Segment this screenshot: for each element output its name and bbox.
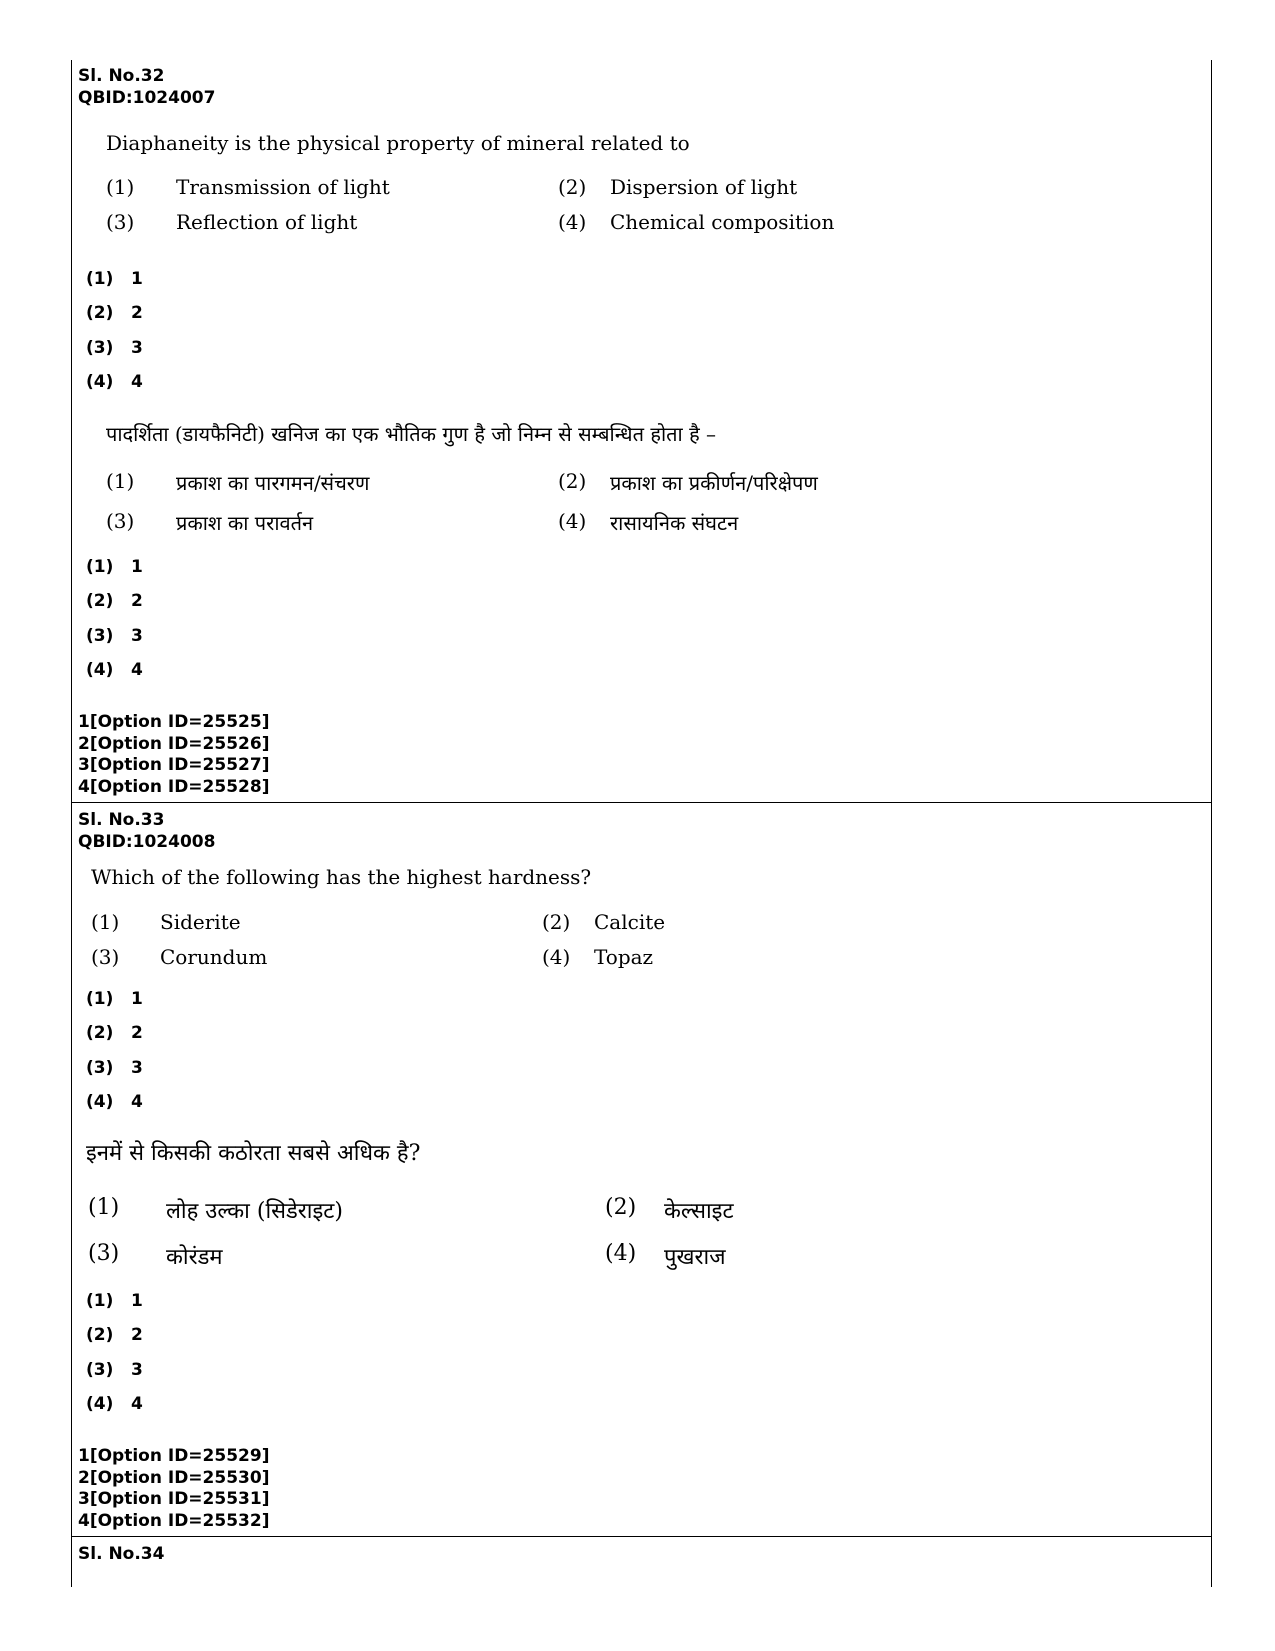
- option-number: (2): [558, 175, 587, 199]
- option-id: 3[Option ID=25527]: [78, 755, 270, 775]
- option-text: रासायनिक संघटन: [610, 511, 739, 535]
- serial-number: Sl. No.34: [78, 1544, 165, 1564]
- option-text: कोरंडम: [166, 1245, 223, 1270]
- serial-number: Sl. No.32: [78, 66, 165, 86]
- option-number: (4): [542, 945, 571, 969]
- page-frame: [71, 60, 1212, 1587]
- option-text: Dispersion of light: [610, 175, 798, 199]
- answer-choice: (3) 3: [86, 1058, 143, 1078]
- question-divider: [71, 802, 1212, 803]
- answer-choice: (2) 2: [86, 1325, 143, 1345]
- option-text: प्रकाश का पारगमन/संचरण: [176, 471, 370, 495]
- option-text: Transmission of light: [176, 175, 390, 199]
- option-text: केल्साइट: [664, 1199, 734, 1224]
- answer-choice: (1) 1: [86, 989, 143, 1009]
- answer-choice: (1) 1: [86, 1291, 143, 1311]
- option-number: (4): [558, 210, 587, 234]
- answer-choice: (1) 1: [86, 269, 143, 289]
- serial-number: Sl. No.33: [78, 810, 165, 830]
- option-id: 4[Option ID=25528]: [78, 776, 270, 797]
- option-number: (2): [542, 910, 571, 934]
- option-text: Siderite: [160, 910, 241, 934]
- question-text-en: Which of the following has the highest hardness?: [91, 865, 592, 889]
- answer-choice: (2) 2: [86, 303, 143, 323]
- question-text-hi: पादर्शिता (डायफैनिटी) खनिज का एक भौतिक गुण है जो निम्न से सम्बन्धित होता है –: [106, 422, 717, 446]
- answer-choice: (3) 3: [86, 626, 143, 646]
- option-number: (3): [106, 210, 135, 234]
- option-text: प्रकाश का परावर्तन: [176, 511, 314, 535]
- option-number: (4): [605, 1241, 637, 1266]
- option-id: 4[Option ID=25532]: [78, 1510, 270, 1531]
- option-number: (3): [88, 1241, 120, 1266]
- option-text: Corundum: [160, 945, 268, 969]
- answer-choice: (2) 2: [86, 1023, 143, 1043]
- answer-choice: (4) 4: [86, 660, 143, 680]
- option-id: 3[Option ID=25531]: [78, 1489, 270, 1509]
- option-number: (1): [106, 469, 135, 493]
- option-id: 1[Option ID=25529]: [78, 1446, 270, 1466]
- option-text: लोह उल्का (सिडेराइट): [166, 1199, 343, 1224]
- option-text: Chemical composition: [610, 210, 835, 234]
- option-id: 2[Option ID=25526]: [78, 733, 270, 754]
- qbid: QBID:1024008: [78, 832, 216, 852]
- question-divider: [71, 1536, 1212, 1537]
- option-text: पुखराज: [664, 1245, 726, 1270]
- option-number: (1): [106, 175, 135, 199]
- option-id: 1[Option ID=25525]: [78, 712, 270, 732]
- option-text: Reflection of light: [176, 210, 358, 234]
- option-number: (2): [605, 1195, 637, 1220]
- option-number: (3): [91, 945, 120, 969]
- option-number: (2): [558, 469, 587, 493]
- option-number: (1): [88, 1195, 120, 1220]
- option-text: Topaz: [594, 945, 654, 969]
- question-text-hi: इनमें से किसकी कठोरता सबसे अधिक है?: [86, 1141, 421, 1166]
- option-id: 2[Option ID=25530]: [78, 1467, 270, 1488]
- option-number: (4): [558, 509, 587, 533]
- qbid: QBID:1024007: [78, 88, 216, 108]
- answer-choice: (3) 3: [86, 338, 143, 358]
- answer-choice: (4) 4: [86, 372, 143, 392]
- answer-choice: (2) 2: [86, 591, 143, 611]
- answer-choice: (1) 1: [86, 557, 143, 577]
- answer-choice: (3) 3: [86, 1360, 143, 1380]
- question-text-en: Diaphaneity is the physical property of mineral related to: [106, 131, 690, 155]
- option-text: Calcite: [594, 910, 666, 934]
- option-text: प्रकाश का प्रकीर्णन/परिक्षेपण: [610, 471, 818, 495]
- option-number: (1): [91, 910, 120, 934]
- answer-choice: (4) 4: [86, 1092, 143, 1112]
- answer-choice: (4) 4: [86, 1394, 143, 1414]
- option-number: (3): [106, 509, 135, 533]
